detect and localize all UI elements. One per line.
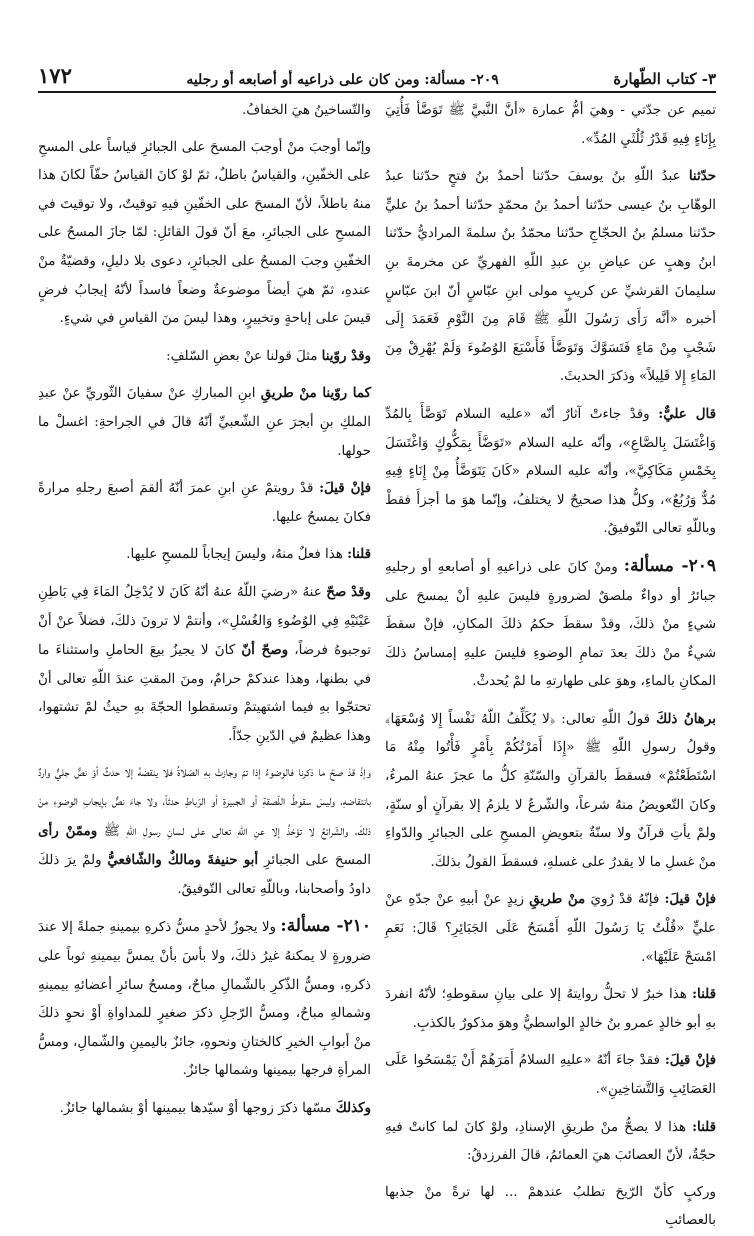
paragraph-text: قولُ اللّهِ تعالى: ﴿لا يُكَلِّفُ اللّهُ نَفْساً إِلا وُسْعَهَا﴾ وقولُ رسولِ اللّهِ ﷺ «إِذَا أَمَرْتُكُمْ بِأَمْرٍ فَأْتُوا مِنْهُ مَا اسْتَطَعْتُمْ» فسقطَ بالقرآنِ والسّنّةِ كلُّ ما عجزَ عنهُ المرءُ، وكانَ التّعويضُ منهُ شرعاً، والشّرعُ لا يلزمُ إلا بقرآنٍ أو سنّةٍ، ولمْ يأتِ قرآنٌ ولا سنّةٌ بتعويضِ المسحِ على الجبائرِ والدّواءِ منْ غسلِ ما لا يقدرُ على غسلهِ، فسقطَ القولُ بذلكَ. xyxy=(385,711,716,870)
lead-phrase: وقدْ روّينا xyxy=(321,347,371,364)
paragraph-text: زيدٍ عنْ أبيهِ عنْ جدّهِ عنْ عليٍّ «قُلْتُ يَا رَسُولَ اللّهِ أَمْسَحُ عَلَى الجَبَائِرِ؟ قَالَ: نَعَمِ امْسَحْ عَلَيْهَا». xyxy=(385,892,716,965)
paragraph xyxy=(385,980,716,1038)
paragraph xyxy=(38,97,371,126)
lead-phrase: قلنا: xyxy=(692,986,716,1003)
lead-phrase: فإنْ قيلَ: xyxy=(664,891,716,908)
lead-phrase: قلنا: xyxy=(347,546,371,563)
left-column xyxy=(38,97,372,1116)
verse xyxy=(385,1179,716,1236)
paragraph xyxy=(385,162,716,392)
paragraph xyxy=(38,474,371,532)
paragraph-text: المسحَ على الجبائرِ xyxy=(263,853,371,869)
paragraph-text: وإنّما أوجبَ منْ أوجبَ المسحَ على الجبائرِ قياساً على المسحِ على الخفّينِ، والقياسُ باطلٌ، ثمّ لوْ كانَ القياسُ حقّاً لكانَ هذا منهُ باطلاً، لأنّ المسحَ على الخفّينِ فيهِ توقيتٌ، ولا توقيتَ في المسحِ على الجبائرِ، معَ أنّ قولَ القائلِ: لمّا جازَ المسحُ على الخفّينِ وجبَ المسحُ على الجبائرِ، دعوى بلا دليلٍ، وقضيّةٌ منْ عندهِ، ثمّ هيَ أيضاً موضوعةٌ وضعاً فاسداً لأنّهُ إيجابُ فرضٍ قيسَ على إباحةٍ وتخييرٍ، وهذا ليسَ منَ القياسِ في شيءٍ. xyxy=(38,139,371,327)
paragraph-text: فقدْ جاءَ أنّهُ «عليهِ السلامُ أَمَرَهُمْ أَنْ يَمْسَحُوا عَلَى العَصَائِبِ وَالتَّسَاخِينِ». xyxy=(385,1053,716,1097)
masala-number: ٢٠٩- مسألة: xyxy=(623,555,716,576)
paragraph xyxy=(38,379,371,466)
paragraph-text: وقدْ جاءتْ آثارٌ أنّه «عليه السلام تَوَضَّأَ بِالمُدِّ وَاغْتَسَلَ بِالصَّاعِ»، وأنّه عليه السلام «تَوَضَّأَ بِمَكُّوكٍ وَاغْتَسَلَ بِخَمْسِ مَكَاكِيَّ»، وأنّه عليه السلام «كَانَ يَتَوَضَّأُ مِنْ إِنَاءٍ فِيهِ مُدٌّ وَرُبُعٌ»، وكلُّ هذا صحيحٌ لا يختلفُ، وإنّما هوَ ما أجزأَ فقطْ وباللّهِ تعالى التّوفيقُ. xyxy=(385,406,716,537)
lead-phrase: فإنْ قيلَ: xyxy=(664,1052,716,1069)
paragraph-text: ولا يجوزُ لأحدٍ مسُّ ذكرهِ بيمينهِ جملةً إلا عندَ ضرورةٍ لا يمكنهُ غيرُ ذلكَ، ولا بأسَ بأنْ يمسَّ بيمينهِ ثوباً على ذكرهِ، ومسُّ الذّكرِ بالشّمالِ مباحٌ، ومسحُ سائرِ أعضائهِ بيمينهِ وشمالهِ مباحٌ، ومسُّ الرّجلِ ذكرَ صغيرٍ للمداواةِ أوْ نحوِ ذلكَ منْ أبوابِ الخيرِ كالختانِ ونحوهِ، جائزٌ باليمينِ والشّمالِ، ومسُّ المرأةِ فرجها بيمينها وشمالها جائزٌ. xyxy=(38,920,371,1079)
paragraph-text: مثلَ قولنا عنْ بعضِ السّلفِ: xyxy=(166,348,318,364)
paragraph xyxy=(385,885,716,972)
page-header xyxy=(38,58,716,93)
paragraph-text: عنهُ «رضيَ اللّهُ عنهُ أنّهُ كَانَ لا يُدْخِلُ المَاءَ فِي بَاطِنِ عَيْنَيْهِ فِي الوُضُوءِ وَالغُسْلِ»، وأنتمْ لا ترونَ ذلكَ، فضلاً عنْ أنْ توجبوهُ فرضاً، xyxy=(38,584,371,659)
paragraph xyxy=(385,97,716,154)
paragraph-text: ومنْ كانَ على ذراعيهِ أو أصابعهِ أو رجليهِ جبائرُ أو دواءٌ ملصقٌ لضرورةٍ فليسَ عليهِ أنْ يمسحَ على شيءٍ منْ ذلكَ، وقدْ سقطَ حكمُ ذلكَ المكانِ، فإنْ سقطَ شيءٌ منْ ذلكَ بعدَ تمامِ الوضوءِ فليسَ عليهِ إمساسُ ذلكَ المكانِ بالماءِ، وهوَ على طهارتهِ ما لمْ يُحدثْ. xyxy=(385,559,716,690)
paragraph-text: مسّها ذكرَ زوجها أوْ سيّدها بيمينها أوْ بشمالها جائزٌ. xyxy=(59,1101,332,1116)
book-title: ٣- كتاب الطّهارة xyxy=(613,70,716,88)
paragraph-text: ابنِ المباركِ عنْ سفيانَ الثّوريِّ عنْ عبدِ الملكِ بنِ أبجرَ عنِ الشّعبيِّ أنّهُ قالَ في الجراحةِ: اغسلْ ما حولها. xyxy=(38,386,371,459)
lead-phrase: كما روّينا منْ طريقِ xyxy=(260,385,371,402)
paragraph xyxy=(385,705,716,878)
paragraph-text: عبدُ اللّهِ بنُ يوسفَ حدّثنا أحمدُ بنُ فتحٍ حدّثنا عبدُ الوهّابِ بنُ عيسى حدّثنا أحمدُ بنُ محمّدٍ حدّثنا أحمدُ بنُ عليٍّ حدّثنا مسلمُ بنُ الحجّاجِ حدّثنا محمّدُ بنُ سلمةَ المراديُّ حدّثنا ابنُ وهبٍ عن عياضِ بنِ عبدِ اللّهِ الفهريِّ عن مخرمةَ بنِ سليمانَ القرشيِّ عن كريبٍ مولى ابنِ عبّاسٍ أنّ ابنَ عبّاسٍ أخبره «أنَّه رَأَى رَسُولَ اللّهِ ﷺ قَامَ مِنَ النَّوْمِ فَعَمَدَ إِلَى شَجْبٍ مِنْ مَاءٍ فَتَسَوَّكَ وَتَوَضَّأَ فَأَسْبَغَ الوُضُوءَ وَلَمْ يُهْرِقْ مِنَ المَاءِ إِلا قَلِيلاً» وذكرَ الحديثَ. xyxy=(385,169,716,385)
masala-209 xyxy=(385,552,716,697)
paragraph-text: قدْ رويتمْ عنِ ابنِ عمرَ أنّهُ ألقمَ أصبعَ رجلهِ مرارةً فكانَ يمسحُ عليها. xyxy=(38,481,371,525)
page-number: ١٧٢ xyxy=(38,63,72,88)
masala-210 xyxy=(38,912,371,1086)
right-column xyxy=(385,97,717,1229)
paragraph xyxy=(38,134,371,334)
paragraph-text: تميم عن جدّتي - وهيَ أمُّ عمارة «أنَّ النَّبيَّ ﷺ تَوَضَّأ فَأُتِيَ بِإِنَاءٍ فِيهِ قَدْرُ ثُلُثَيِ المُدِّ». xyxy=(385,103,716,147)
verse-text: وركبٍ كأنّ الرّيحَ تطلبُ عندهمْ ... لها ترةً منْ جذبها بالعصائبِ xyxy=(385,1184,716,1229)
paragraph xyxy=(38,540,371,570)
lead-phrase: منْ طريقِ xyxy=(529,891,586,908)
running-title: ٢٠٩- مسألة: ومن كان على ذراعيه أو أصابعه أو رجليه xyxy=(186,72,499,88)
paragraph-text: ولمْ يرَ ذلكَ داودُ وأصحابنا، وباللّهِ تعالى التّوفيقُ. xyxy=(38,853,371,897)
paragraph xyxy=(385,1113,716,1171)
paragraph-text: فإنّهُ قدْ رُويَ xyxy=(590,892,660,908)
paragraph xyxy=(38,759,371,904)
lead-phrase: برهانُ ذلكَ xyxy=(656,710,716,727)
paragraph xyxy=(38,342,371,372)
lead-phrase: فإنْ قيلَ: xyxy=(319,480,371,497)
paragraph-text: هذا خبرٌ لا تحلُّ روايتهُ إلا على بيانِ سقوطهِ؛ لأنّهُ انفردَ بهِ أبو خالدٍ عمرو بنُ خالدٍ الواسطيُّ وهوَ مذكورٌ بالكذبِ. xyxy=(385,987,716,1031)
paragraph-text: هذا فعلٌ منهُ، وليسَ إيجاباً للمسحِ عليها. xyxy=(126,547,343,563)
lead-phrase: وقدْ صحّ xyxy=(326,583,372,600)
lead-phrase: وصحّ أنّ xyxy=(241,642,289,659)
paragraph xyxy=(38,578,371,752)
lead-phrase: حدّثنا xyxy=(688,168,716,185)
lead-phrase: قال عليٌّ: xyxy=(658,405,716,422)
lead-phrase: قلنا: xyxy=(692,1118,717,1135)
paragraph-text: وإذْ قدْ صحّ ما ذكرنا فالوضوءُ إذا تمّ وجازتْ بهِ الصّلاةُ فلا ينقضهُ إلا حدثٌ أوْ نصٌّ جليٌّ واردٌ بانتقاضهِ، وليسَ سقوطُ اللّصقةِ أو الجبيرةِ أو الرّباطِ حدثاً، ولا جاءَ نصٌّ بإيجابِ الوضوءِ منْ ذلكَ، والشّرائعُ لا تؤخذُ إلا عنِ اللّهِ تعالى على لسانِ رسولِ اللّهِ ﷺ xyxy=(38,765,371,839)
scholar-names: أبو حنيفةَ ومالكٌ والشّافعيُّ xyxy=(107,852,259,869)
masala-number: ٢١٠- مسألة: xyxy=(280,916,371,937)
paragraph-text: كانَ لا يجيزُ بيعَ الحاملِ واستثناءَ ما في بطنها، وهذا عندكمْ حرامٌ، ومنَ المقتِ عندَ اللّهِ تعالى أنْ تحتجّوا بهِ فيما اشتهيتمْ وتسقطوا الحجّةَ بهِ حيثُ لمْ تشتهوا، وهذا عظيمٌ في الدّينِ جدّاً. xyxy=(38,643,371,744)
paragraph-text: هذا لا يصحُّ منْ طريقِ الإسنادِ، ولوْ كانَ لما كانتْ فيهِ حجّةٌ، لأنّ العصائبَ هيَ العمائمُ، قالَ الفرزدقُ: xyxy=(385,1119,716,1164)
paragraph-text: والتّساخينُ هيَ الخفافُ. xyxy=(241,103,371,118)
paragraph xyxy=(385,400,716,544)
lead-phrase: وممّنْ رأى xyxy=(38,822,98,839)
lead-phrase: وكذلكَ xyxy=(335,1100,371,1116)
paragraph xyxy=(38,1094,371,1124)
paragraph xyxy=(385,1046,716,1104)
